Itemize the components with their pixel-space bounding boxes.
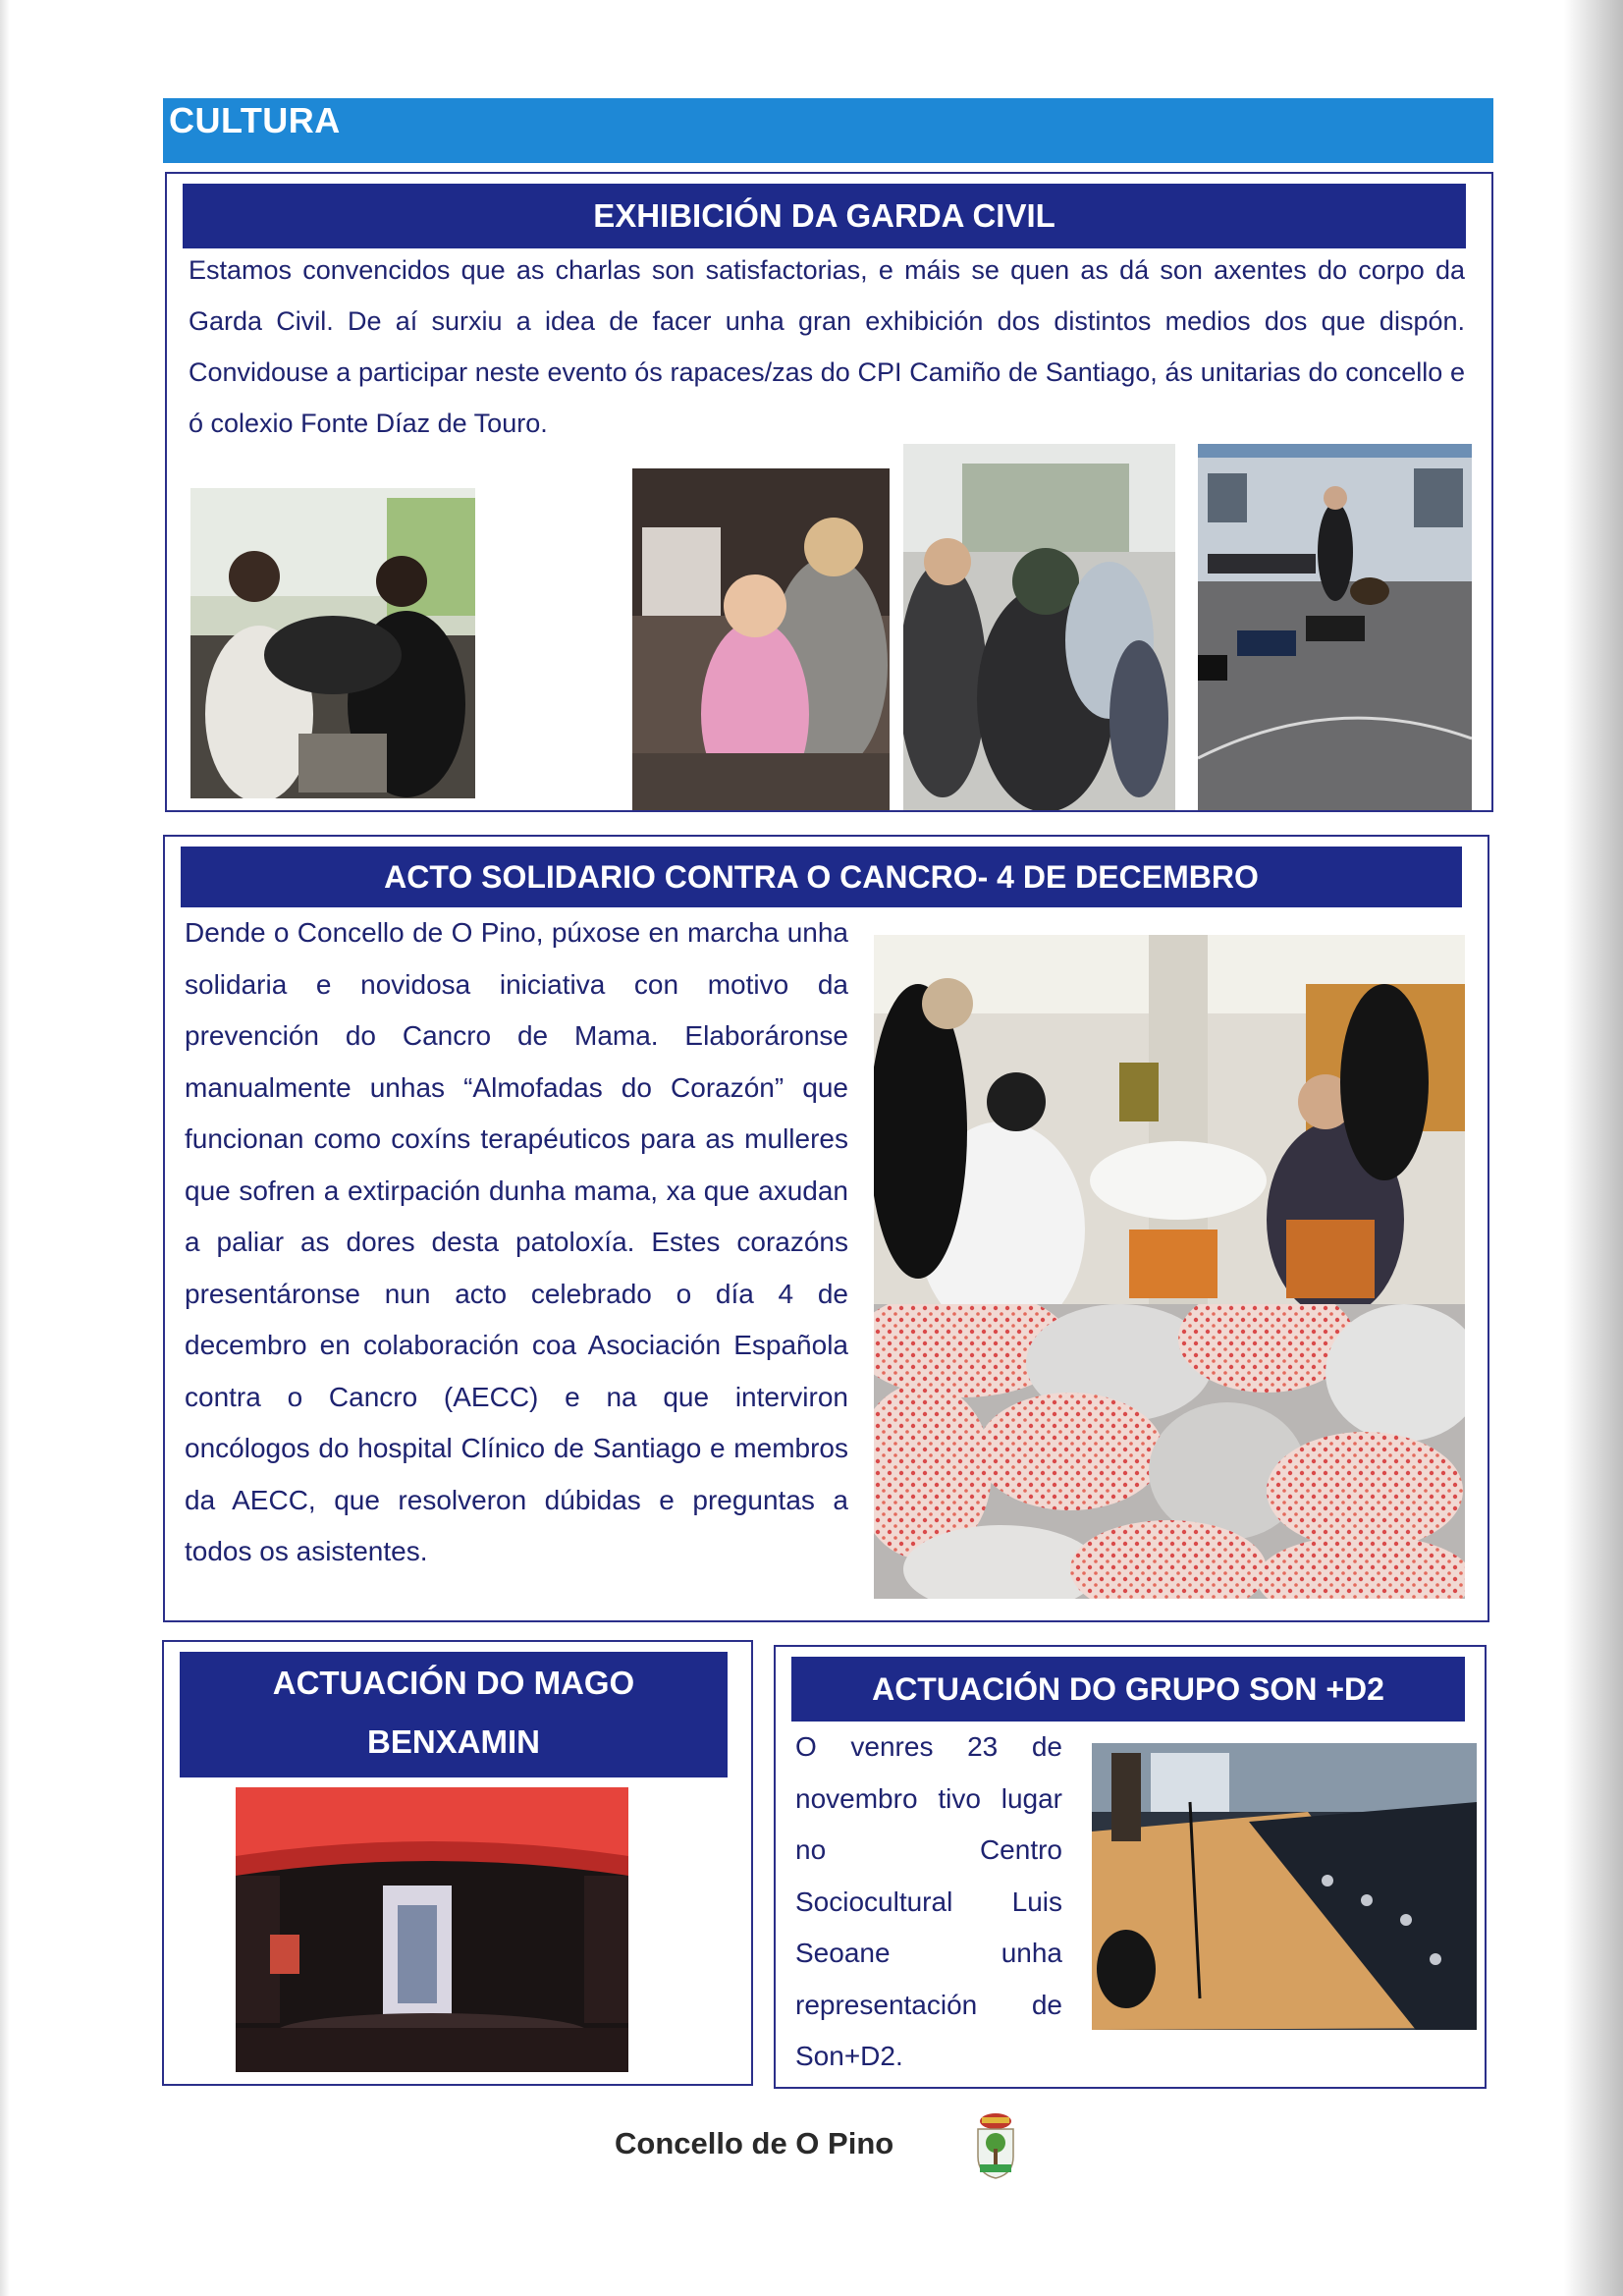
- article-heading: EXHIBICIÓN DA GARDA CIVIL: [183, 184, 1466, 248]
- section-title: CULTURA: [169, 100, 341, 140]
- article-heading: ACTUACIÓN DO GRUPO SON +D2: [791, 1657, 1465, 1722]
- photo-riot-gear-demo: [903, 444, 1175, 810]
- article-body: Estamos convencidos que as charlas son satisfactorias, e máis se quen as dá son axentes do corpo da Garda Civil. De aí surxiu a idea de facer unha gran exhibición dos distintos medios dos que dispón. Convidouse a participar neste evento ós rapaces/zas do CPI Camiño de Santiago, ás unitarias do concello e ó colexio Fonte Díaz de Touro.: [189, 255, 1465, 438]
- photo-magic-show-stage: [236, 1787, 628, 2072]
- article-heading-line-2: BENXAMIN: [366, 1723, 540, 1760]
- photo-dog-demonstration: [1198, 444, 1472, 810]
- article-heading-line-1: ACTUACIÓN DO MAGO: [272, 1665, 635, 1701]
- section-header-bar: [163, 98, 1493, 163]
- article-garda-civil: [165, 172, 1493, 812]
- article-body: O venres 23 de novembro tivo lugar no Centro Sociocultural Luis Seoane unha representación de Son+D2.: [795, 1731, 1062, 2071]
- article-cancer-solidarity: [163, 835, 1489, 1622]
- page-edge-right: [1564, 0, 1623, 2296]
- article-magician: [162, 1640, 753, 2086]
- page-edge-left: [0, 0, 10, 2296]
- photo-cushion-workshop: [874, 935, 1465, 1304]
- article-heading: ACTO SOLIDARIO CONTRA O CANCRO- 4 DE DECEMBRO: [181, 847, 1462, 907]
- photo-concert-hall: [1092, 1743, 1477, 2030]
- article-heading: [180, 1652, 728, 1777]
- coat-of-arms-logo: [974, 2111, 1017, 2180]
- article-body: Dende o Concello de O Pino, púxose en marcha unha solidaria e novidosa iniciativa con motivo da prevención do Cancro de Mama. Elaboráronse manualmente unhas “Almofadas do Corazón” que funcionan como coxíns terapéuticos para as mulleres que sofren a extirpación dunha mama, xa que axudan a paliar as dores desta patoloxía. Estes corazóns presentáronse nun acto celebrado o día 4 de decembro en colaboración coa Asociación Española contra o Cancro (AECC) e na que interviron oncólogos do hospital Clínico de Santiago e membros da AECC, que resolveron dúbidas e preguntas a todos os asistentes.: [185, 917, 848, 1566]
- article-son-d2: [774, 1645, 1487, 2089]
- photo-students-exhibition: [190, 488, 475, 798]
- photo-child-covering-ears: [632, 468, 890, 810]
- photo-heart-cushions: [874, 1304, 1465, 1599]
- footer-text: Concello de O Pino: [615, 2126, 894, 2160]
